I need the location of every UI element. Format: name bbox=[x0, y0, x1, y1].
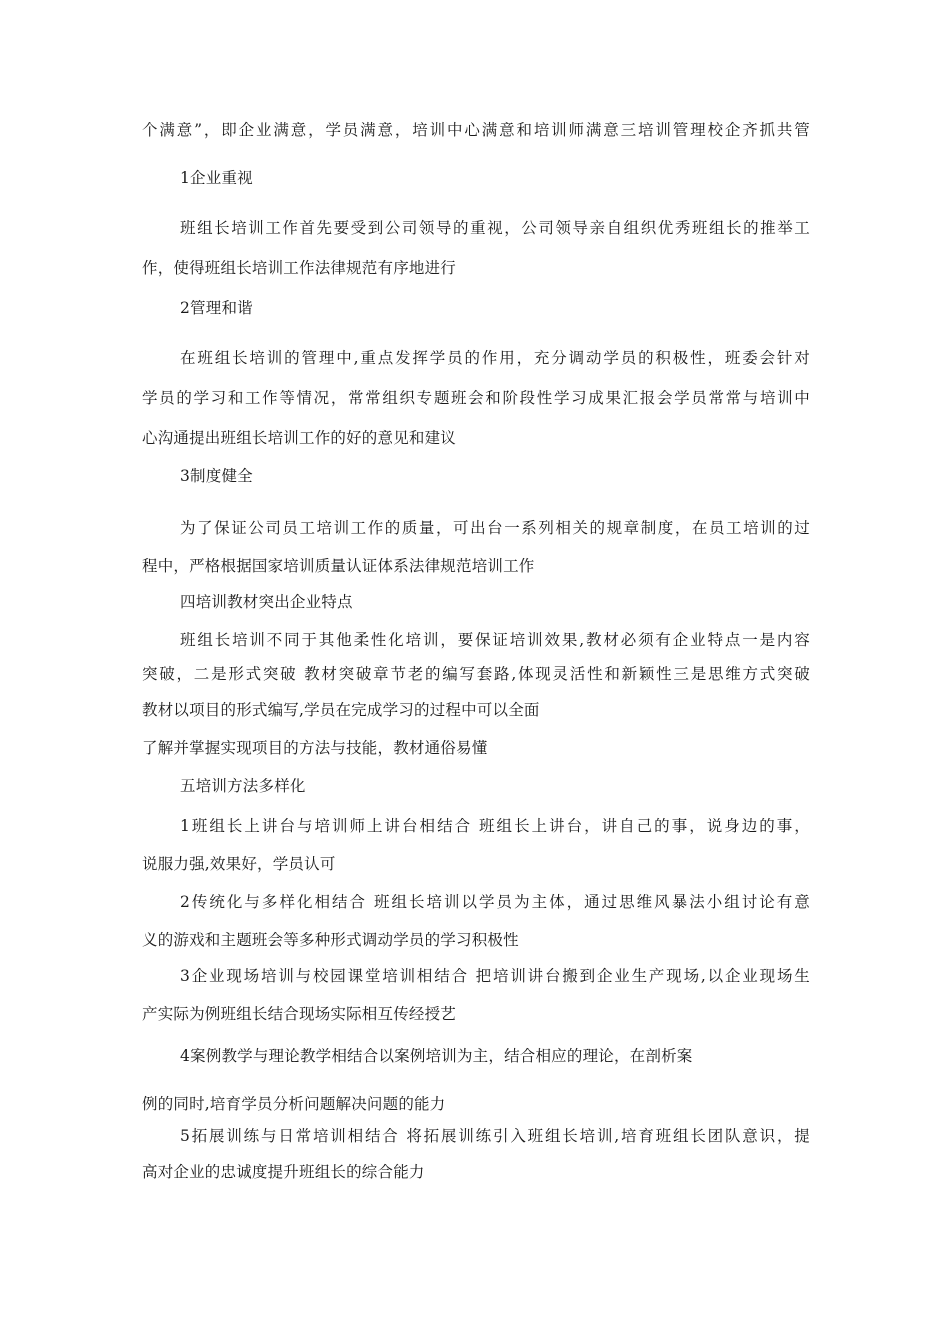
text-line: 在班组长培训的管理中,重点发挥学员的作用，充分调动学员的积极性，班委会针对 bbox=[180, 349, 810, 367]
text-line: 2传统化与多样化相结合 班组长培训以学员为主体，通过思维风暴法小组讨论有意 bbox=[180, 893, 810, 911]
text-line: 高对企业的忠诚度提升班组长的综合能力 bbox=[142, 1163, 425, 1181]
text-line: 4案例教学与理论教学相结合以案例培训为主，结合相应的理论，在剖析案 bbox=[180, 1047, 693, 1065]
text-line: 心沟通提出班组长培训工作的好的意见和建议 bbox=[142, 429, 457, 447]
text-line: 产实际为例班组长结合现场实际相互传经授艺 bbox=[142, 1005, 457, 1023]
text-line: 学员的学习和工作等情况，常常组织专题班会和阶段性学习成果汇报会学员常常与培训中 bbox=[142, 389, 810, 407]
text-line: 5拓展训练与日常培训相结合 将拓展训练引入班组长培训,培育班组长团队意识，提 bbox=[180, 1127, 810, 1145]
text-line: 3企业现场培训与校园课堂培训相结合 把培训讲台搬到企业生产现场,以企业现场生 bbox=[180, 967, 810, 985]
section-heading: 2管理和谐 bbox=[180, 299, 253, 317]
text-line: 例的同时,培育学员分析问题解决问题的能力 bbox=[142, 1095, 446, 1113]
text-line: 班组长培训不同于其他柔性化培训，要保证培训效果,教材必须有企业特点一是内容 bbox=[180, 631, 810, 649]
section-heading: 五培训方法多样化 bbox=[180, 777, 306, 795]
text-line: 了解并掌握实现项目的方法与技能，教材通俗易懂 bbox=[142, 739, 488, 757]
text-line: 个满意”，即企业满意，学员满意，培训中心满意和培训师满意三培训管理校企齐抓共管 bbox=[142, 121, 810, 139]
section-heading: 3制度健全 bbox=[180, 467, 253, 485]
text-line: 班组长培训工作首先要受到公司领导的重视，公司领导亲自组织优秀班组长的推举工 bbox=[180, 219, 810, 237]
text-line: 义的游戏和主题班会等多种形式调动学员的学习积极性 bbox=[142, 931, 519, 949]
text-line: 突破，二是形式突破 教材突破章节老的编写套路,体现灵活性和新颖性三是思维方式突破 bbox=[142, 665, 810, 683]
section-heading: 四培训教材突出企业特点 bbox=[180, 593, 353, 611]
text-line: 作，使得班组长培训工作法律规范有序地进行 bbox=[142, 259, 457, 277]
text-line: 说服力强,效果好，学员认可 bbox=[142, 855, 336, 873]
text-line: 程中，严格根据国家培训质量认证体系法律规范培训工作 bbox=[142, 557, 535, 575]
text-line: 1班组长上讲台与培训师上讲台相结合 班组长上讲台，讲自己的事，说身边的事， bbox=[180, 817, 810, 835]
text-line: 教材以项目的形式编写,学员在完成学习的过程中可以全面 bbox=[142, 701, 540, 719]
text-line: 为了保证公司员工培训工作的质量，可出台一系列相关的规章制度，在员工培训的过 bbox=[180, 519, 810, 537]
section-heading: 1企业重视 bbox=[180, 169, 253, 187]
